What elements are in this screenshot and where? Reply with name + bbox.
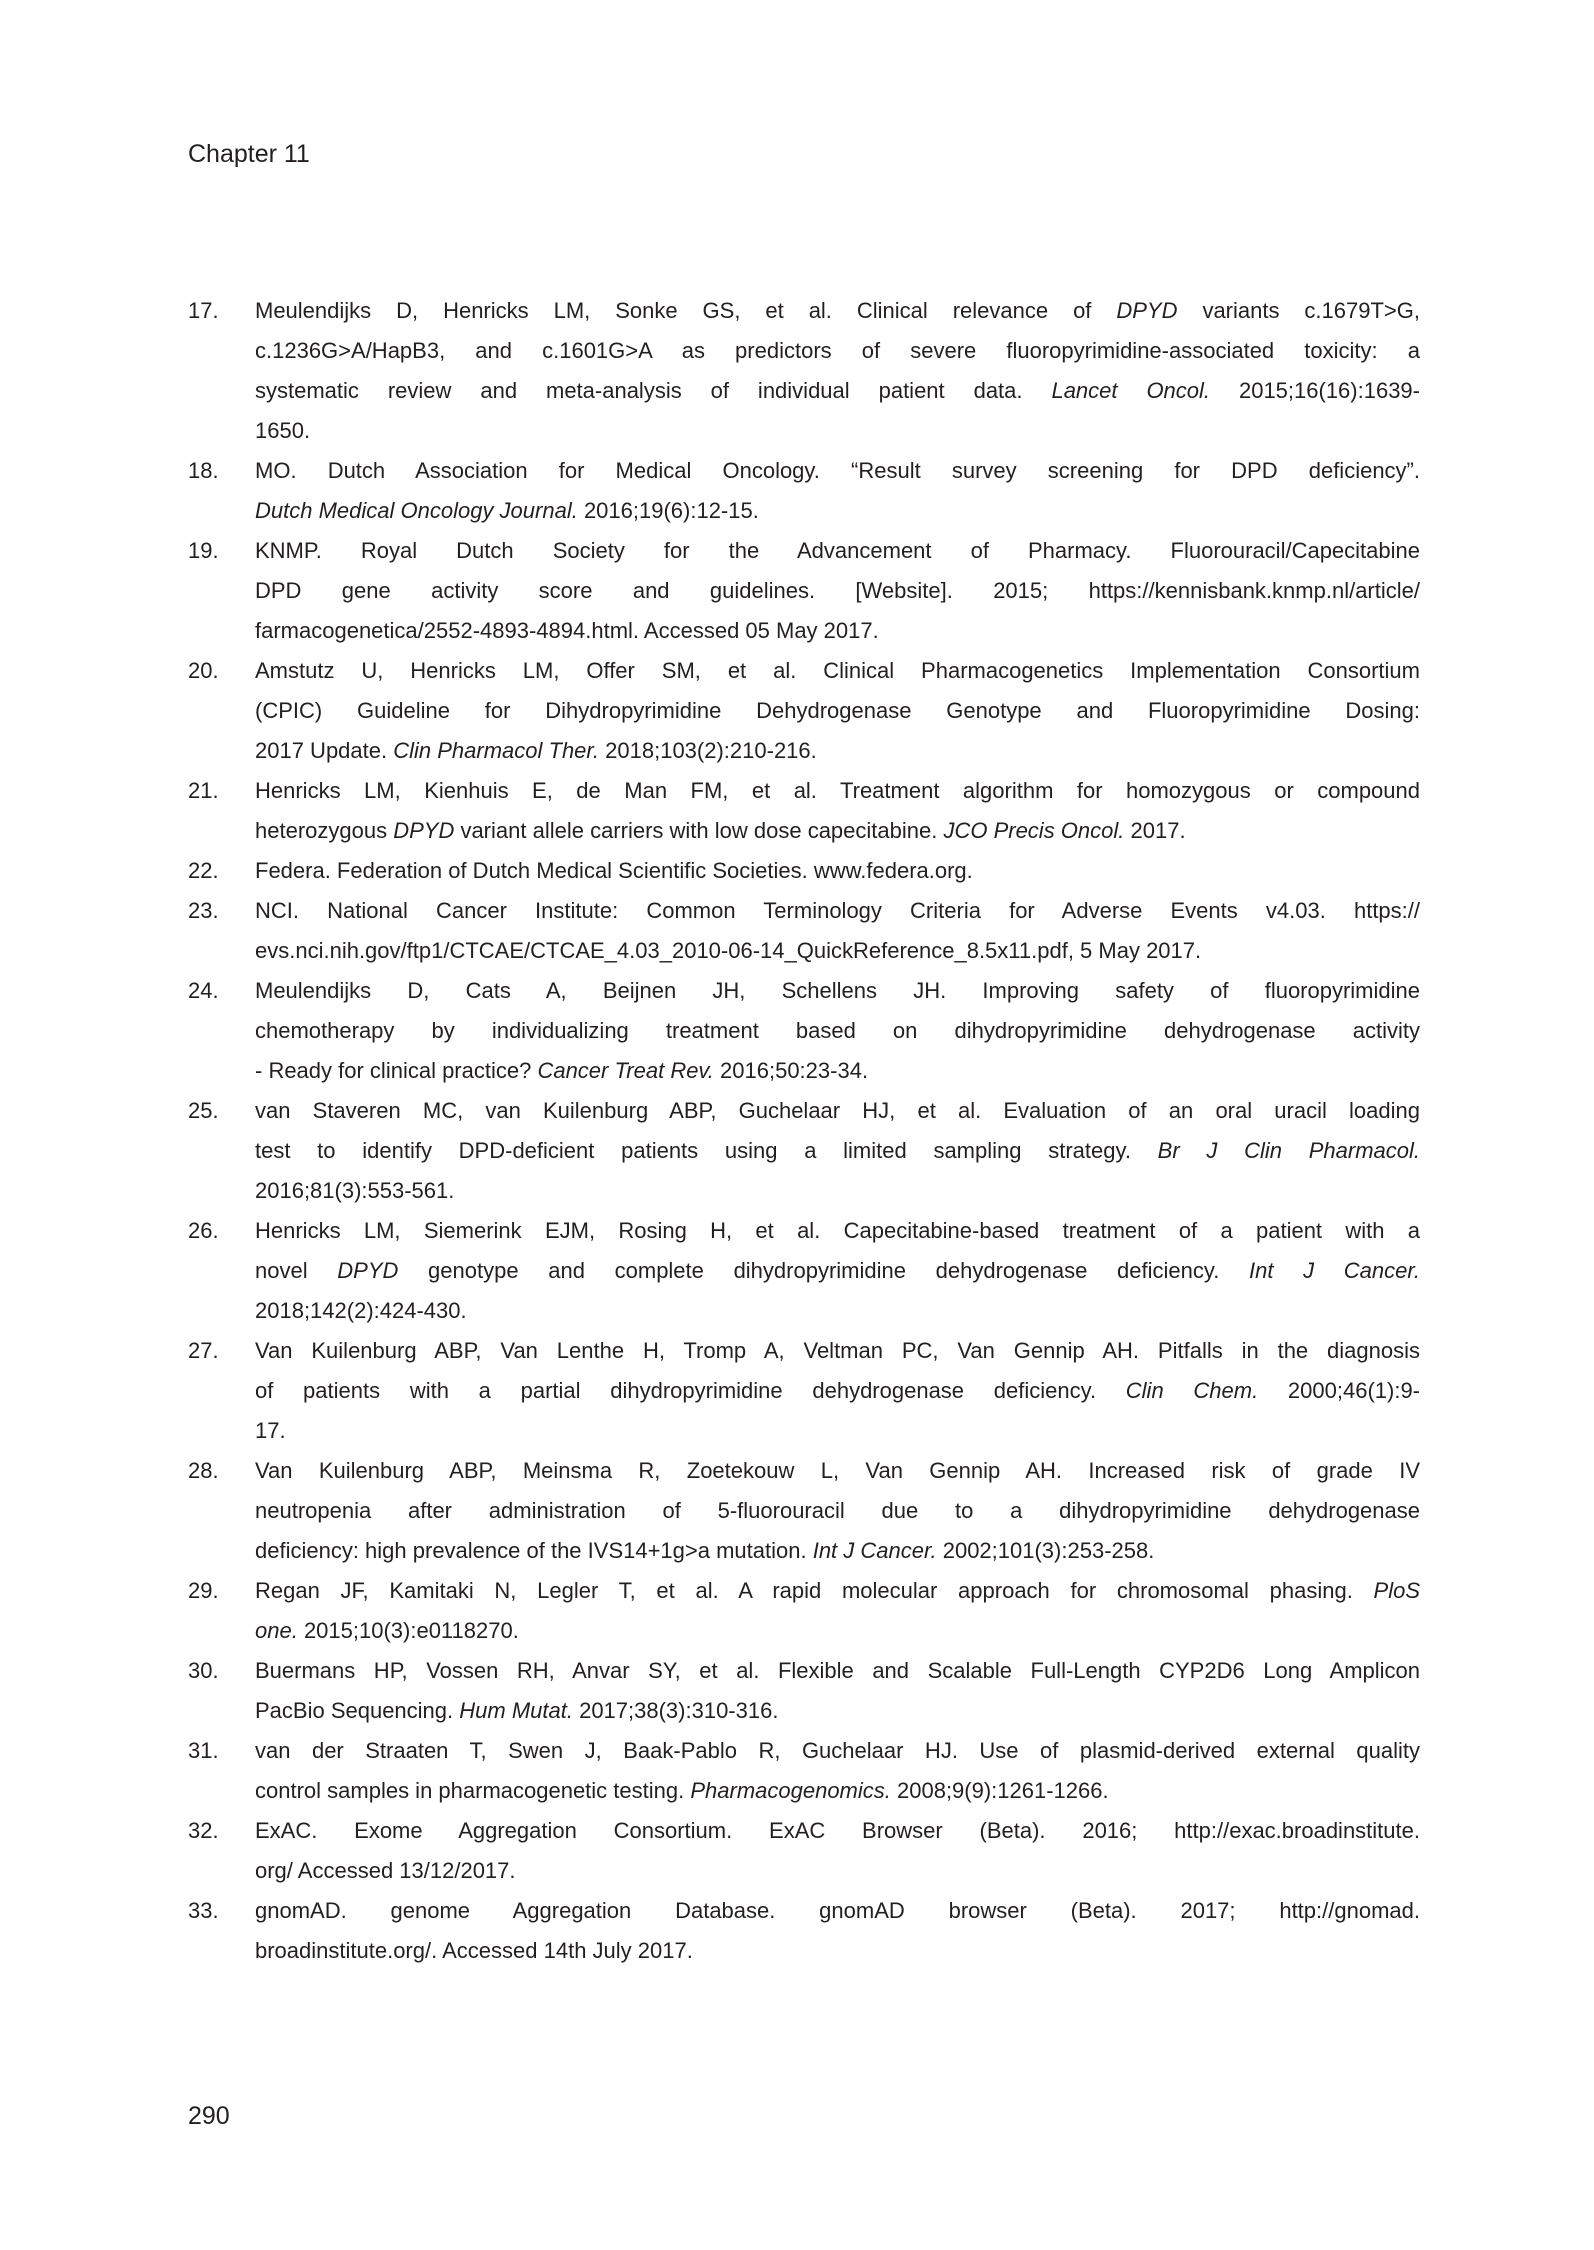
reference-text: 2016;81(3):553-561. — [255, 1178, 455, 1203]
reference-text: genotype and complete dihydropyrimidine dehydrogenase deficiency. — [398, 1258, 1249, 1283]
reference-italic-text: Clin Chem. — [1125, 1378, 1259, 1403]
reference-italic-text: Dutch Medical Oncology Journal. — [255, 498, 578, 523]
reference-item — [188, 531, 1420, 651]
reference-italic-text: DPYD — [1116, 298, 1178, 323]
reference-line — [255, 1011, 1420, 1051]
reference-text: (CPIC) Guideline for Dihydropyrimidine Dehydrogenase Genotype and Fluoropyrimidine Dosing: — [255, 698, 1420, 723]
reference-italic-text: DPYD — [393, 818, 455, 843]
reference-line — [255, 1571, 1420, 1611]
reference-item — [188, 771, 1420, 851]
reference-text: heterozygous — [255, 818, 394, 843]
reference-number: 19. — [188, 538, 219, 563]
reference-number: 25. — [188, 1098, 219, 1123]
reference-number: 18. — [188, 458, 219, 483]
reference-text: Henricks LM, Kienhuis E, de Man FM, et al. Treatment algorithm for homozygous or compound — [255, 778, 1420, 803]
reference-text: 2015;10(3):e0118270. — [297, 1618, 519, 1643]
reference-text: PacBio Sequencing. — [255, 1698, 460, 1723]
reference-text: Amstutz U, Henricks LM, Offer SM, et al. Clinical Pharmacogenetics Implementation Consortium — [255, 658, 1420, 683]
reference-line — [255, 891, 1420, 931]
reference-item — [188, 1811, 1420, 1891]
reference-item — [188, 851, 1420, 891]
reference-line — [255, 1211, 1420, 1251]
reference-text: 2018;142(2):424-430. — [255, 1298, 467, 1323]
reference-text: 1650. — [255, 418, 311, 443]
reference-item — [188, 1731, 1420, 1811]
reference-line — [255, 1851, 1420, 1891]
reference-italic-text: Hum Mutat. — [459, 1698, 573, 1723]
reference-number: 26. — [188, 1218, 219, 1243]
reference-line — [255, 491, 1420, 531]
reference-line — [255, 1491, 1420, 1531]
reference-item — [188, 971, 1420, 1091]
reference-italic-text: PloS — [1373, 1578, 1420, 1603]
reference-text: variant allele carriers with low dose capecitabine. — [454, 818, 944, 843]
reference-italic-text: one. — [255, 1618, 298, 1643]
reference-item — [188, 1571, 1420, 1651]
reference-text: 2015;16(16):1639- — [1210, 378, 1420, 403]
reference-line — [255, 691, 1420, 731]
reference-line — [255, 1131, 1420, 1171]
reference-text: farmacogenetica/2552-4893-4894.html. Accessed 05 May 2017. — [255, 618, 879, 643]
chapter-header: Chapter 11 — [188, 140, 310, 168]
reference-line — [255, 1411, 1420, 1451]
reference-line — [255, 731, 1420, 771]
reference-text: c.1236G>A/HapB3, and c.1601G>A as predictors of severe fluoropyrimidine-associated toxicity: a — [255, 338, 1420, 363]
reference-text: Henricks LM, Siemerink EJM, Rosing H, et al. Capecitabine-based treatment of a patient with a — [255, 1218, 1420, 1243]
reference-number: 28. — [188, 1458, 219, 1483]
reference-text: Regan JF, Kamitaki N, Legler T, et al. A rapid molecular approach for chromosomal phasing. — [255, 1578, 1374, 1603]
reference-item — [188, 1211, 1420, 1331]
reference-text: 2017;38(3):310-316. — [572, 1698, 779, 1723]
reference-text: 17. — [255, 1418, 286, 1443]
reference-text: KNMP. Royal Dutch Society for the Advancement of Pharmacy. Fluorouracil/Capecitabine — [255, 538, 1420, 563]
reference-line — [255, 291, 1420, 331]
reference-number: 23. — [188, 898, 219, 923]
reference-italic-text: Br J Clin Pharmacol. — [1157, 1138, 1420, 1163]
reference-text: org/ Accessed 13/12/2017. — [255, 1858, 516, 1883]
reference-line — [255, 1371, 1420, 1411]
reference-line — [255, 1251, 1420, 1291]
reference-item — [188, 1891, 1420, 1971]
reference-line — [255, 1651, 1420, 1691]
reference-item — [188, 651, 1420, 771]
reference-item — [188, 451, 1420, 531]
reference-number: 24. — [188, 978, 219, 1003]
page-number: 290 — [188, 2102, 230, 2130]
reference-italic-text: Clin Pharmacol Ther. — [393, 738, 600, 763]
reference-text: van der Straaten T, Swen J, Baak-Pablo R, Guchelaar HJ. Use of plasmid-derived external quality — [255, 1738, 1420, 1763]
reference-number: 17. — [188, 298, 219, 323]
reference-number: 21. — [188, 778, 219, 803]
reference-line — [255, 771, 1420, 811]
reference-item — [188, 1091, 1420, 1211]
reference-text: 2017. — [1124, 818, 1186, 843]
reference-number: 30. — [188, 1658, 219, 1683]
reference-text: 2016;19(6):12-15. — [577, 498, 759, 523]
reference-italic-text: Pharmacogenomics. — [690, 1778, 891, 1803]
reference-text: ExAC. Exome Aggregation Consortium. ExAC Browser (Beta). 2016; http://exac.broadinstitute. — [255, 1818, 1420, 1843]
reference-list — [188, 291, 1420, 1971]
reference-line — [255, 1811, 1420, 1851]
reference-italic-text: Int J Cancer. — [812, 1538, 937, 1563]
reference-line — [255, 1771, 1420, 1811]
reference-text: systematic review and meta-analysis of individual patient data. — [255, 378, 1052, 403]
reference-line — [255, 1051, 1420, 1091]
reference-line — [255, 1931, 1420, 1971]
reference-line — [255, 411, 1420, 451]
reference-text: chemotherapy by individualizing treatment based on dihydropyrimidine dehydrogenase activity — [255, 1018, 1420, 1043]
reference-number: 22. — [188, 858, 219, 883]
reference-text: 2016;50:23-34. — [713, 1058, 869, 1083]
reference-text: deficiency: high prevalence of the IVS14+1g>a mutation. — [255, 1538, 813, 1563]
reference-italic-text: DPYD — [337, 1258, 399, 1283]
reference-text: novel — [255, 1258, 338, 1283]
reference-line — [255, 1331, 1420, 1371]
reference-number: 33. — [188, 1898, 219, 1923]
reference-line — [255, 531, 1420, 571]
reference-line — [255, 931, 1420, 971]
reference-line — [255, 1451, 1420, 1491]
reference-text: Van Kuilenburg ABP, Van Lenthe H, Tromp A, Veltman PC, Van Gennip AH. Pitfalls in the diagnosis — [255, 1338, 1420, 1363]
reference-text: Meulendijks D, Henricks LM, Sonke GS, et al. Clinical relevance of — [255, 298, 1117, 323]
reference-line — [255, 1091, 1420, 1131]
reference-text: variants c.1679T>G, — [1177, 298, 1420, 323]
reference-text: - Ready for clinical practice? — [255, 1058, 538, 1083]
reference-item — [188, 891, 1420, 971]
reference-text: gnomAD. genome Aggregation Database. gnomAD browser (Beta). 2017; http://gnomad. — [255, 1898, 1420, 1923]
reference-text: Federa. Federation of Dutch Medical Scientific Societies. www.federa.org. — [255, 858, 973, 883]
reference-italic-text: Int J Cancer. — [1248, 1258, 1420, 1283]
reference-number: 20. — [188, 658, 219, 683]
reference-text: 2018;103(2):210-216. — [599, 738, 817, 763]
reference-text: Buermans HP, Vossen RH, Anvar SY, et al. Flexible and Scalable Full-Length CYP2D6 Long Amplicon — [255, 1658, 1420, 1683]
reference-text: of patients with a partial dihydropyrimidine dehydrogenase deficiency. — [255, 1378, 1126, 1403]
reference-text: 2000;46(1):9- — [1258, 1378, 1420, 1403]
reference-line — [255, 451, 1420, 491]
reference-line — [255, 651, 1420, 691]
reference-number: 27. — [188, 1338, 219, 1363]
reference-text: Van Kuilenburg ABP, Meinsma R, Zoetekouw L, Van Gennip AH. Increased risk of grade IV — [255, 1458, 1420, 1483]
reference-italic-text: JCO Precis Oncol. — [943, 818, 1125, 843]
reference-line — [255, 1891, 1420, 1931]
reference-text: DPD gene activity score and guidelines. [Website]. 2015; https://kennisbank.knmp.nl/article/ — [255, 578, 1420, 603]
reference-line — [255, 1531, 1420, 1571]
reference-text: test to identify DPD-deficient patients using a limited sampling strategy. — [255, 1138, 1158, 1163]
reference-text: 2008;9(9):1261-1266. — [890, 1778, 1109, 1803]
reference-text: Meulendijks D, Cats A, Beijnen JH, Schellens JH. Improving safety of fluoropyrimidine — [255, 978, 1420, 1003]
reference-text: 2017 Update. — [255, 738, 394, 763]
reference-text: 2002;101(3):253-258. — [936, 1538, 1155, 1563]
reference-number: 32. — [188, 1818, 219, 1843]
reference-line — [255, 851, 1420, 891]
reference-text: neutropenia after administration of 5-fluorouracil due to a dihydropyrimidine dehydrogenase — [255, 1498, 1420, 1523]
reference-text: broadinstitute.org/. Accessed 14th July 2017. — [255, 1938, 693, 1963]
reference-number: 29. — [188, 1578, 219, 1603]
reference-item — [188, 291, 1420, 451]
reference-text: NCI. National Cancer Institute: Common Terminology Criteria for Adverse Events v4.03. https:// — [255, 898, 1420, 923]
reference-line — [255, 1691, 1420, 1731]
reference-number: 31. — [188, 1738, 219, 1763]
reference-item — [188, 1451, 1420, 1571]
reference-text: evs.nci.nih.gov/ftp1/CTCAE/CTCAE_4.03_2010-06-14_QuickReference_8.5x11.pdf, 5 May 2017. — [255, 938, 1202, 963]
reference-line — [255, 1731, 1420, 1771]
reference-line — [255, 971, 1420, 1011]
reference-line — [255, 331, 1420, 371]
reference-item — [188, 1651, 1420, 1731]
reference-line — [255, 1171, 1420, 1211]
reference-line — [255, 571, 1420, 611]
reference-line — [255, 1291, 1420, 1331]
reference-text: MO. Dutch Association for Medical Oncology. “Result survey screening for DPD deficiency”. — [255, 458, 1420, 483]
reference-item — [188, 1331, 1420, 1451]
reference-line — [255, 1611, 1420, 1651]
reference-line — [255, 811, 1420, 851]
reference-line — [255, 611, 1420, 651]
reference-text: van Staveren MC, van Kuilenburg ABP, Guchelaar HJ, et al. Evaluation of an oral uracil loading — [255, 1098, 1420, 1123]
reference-text: control samples in pharmacogenetic testing. — [255, 1778, 691, 1803]
reference-line — [255, 371, 1420, 411]
reference-italic-text: Lancet Oncol. — [1051, 378, 1211, 403]
reference-italic-text: Cancer Treat Rev. — [537, 1058, 714, 1083]
